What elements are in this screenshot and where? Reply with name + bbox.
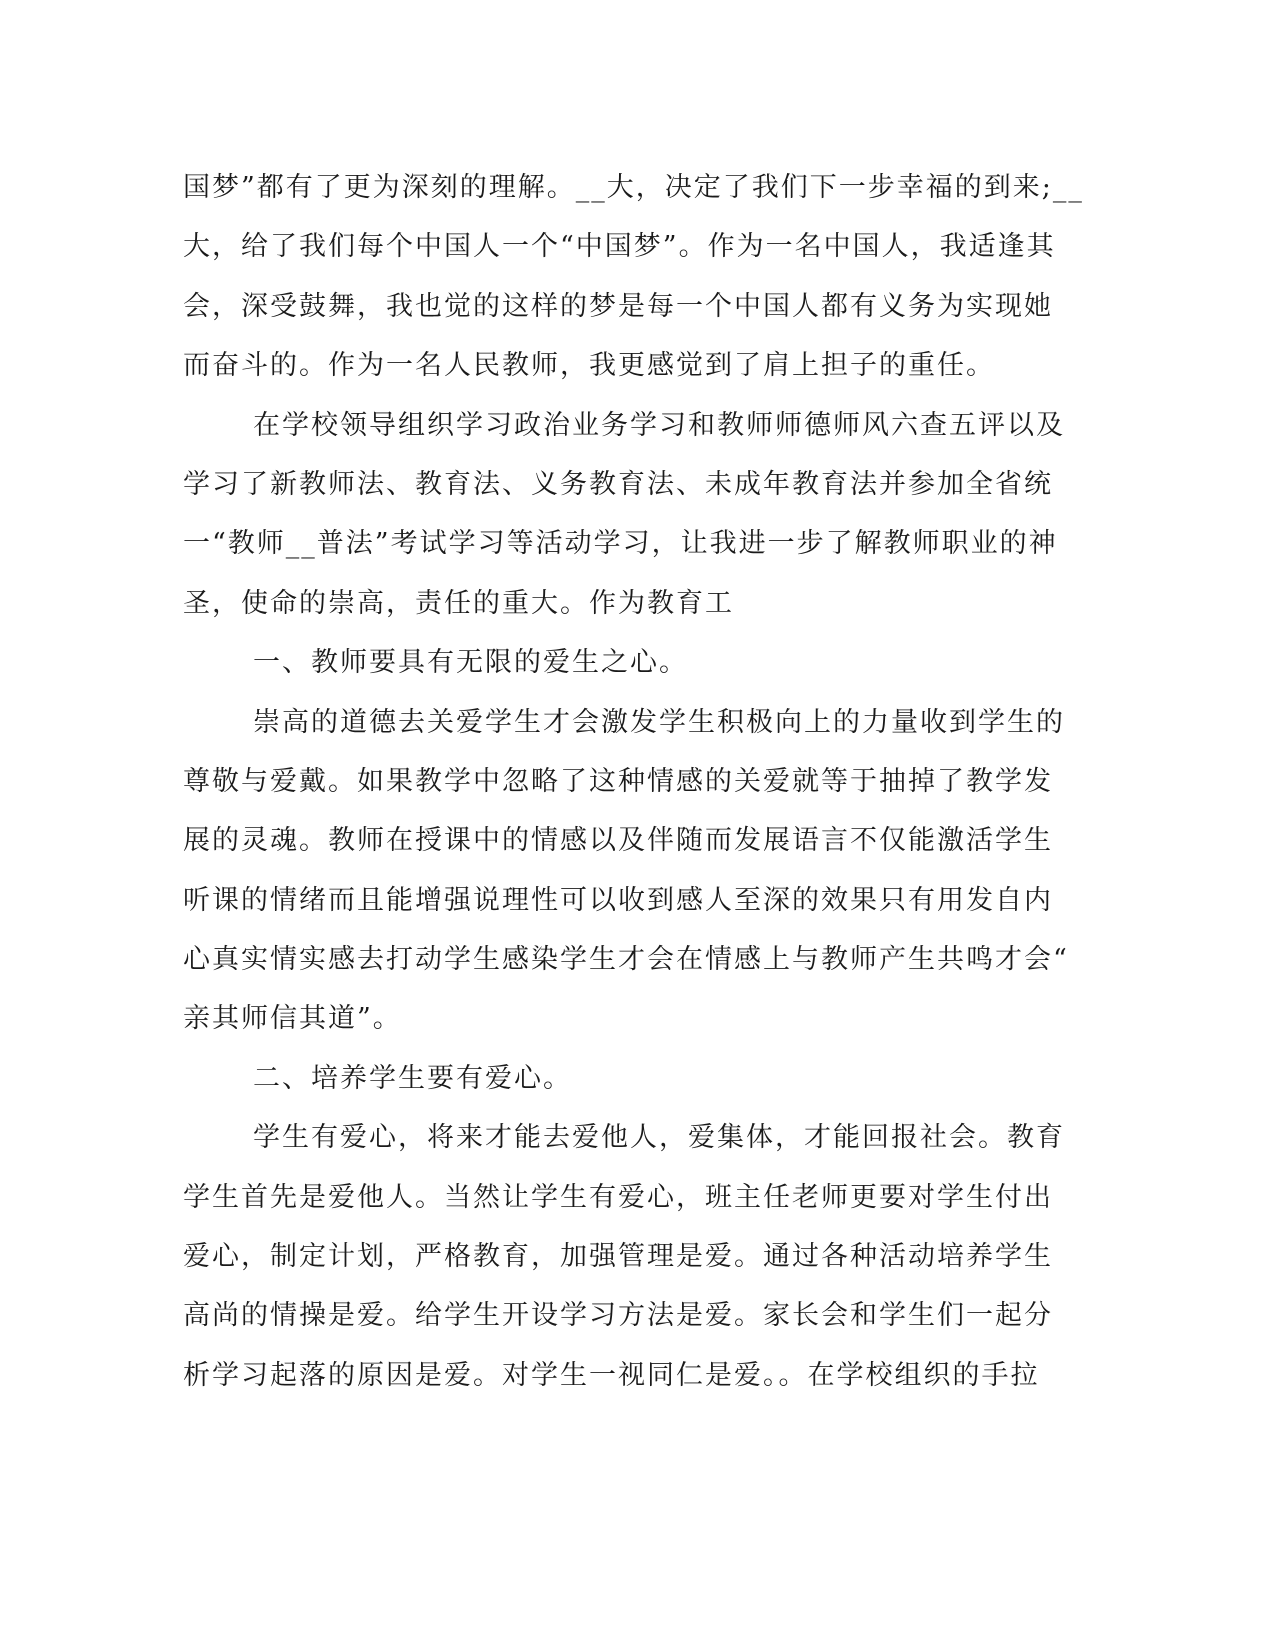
text-line: 尊敬与爱戴。如果教学中忽略了这种情感的关爱就等于抽掉了教学发 bbox=[183, 765, 1053, 797]
text-line: 听课的情绪而且能增强说理性可以收到感人至深的效果只有用发自内 bbox=[183, 884, 1053, 916]
text-line: 学习了新教师法、教育法、义务教育法、未成年教育法并参加全省统 bbox=[183, 468, 1053, 500]
document-body bbox=[183, 158, 1084, 1405]
text-line: 一“教师__普法”考试学习等活动学习，让我进一步了解教师职业的神 bbox=[183, 528, 1058, 560]
section-heading: 二、培养学生要有爱心。 bbox=[253, 1062, 572, 1094]
text-line: 爱心，制定计划，严格教育，加强管理是爱。通过各种活动培养学生 bbox=[183, 1241, 1053, 1273]
text-line: 展的灵魂。教师在授课中的情感以及伴随而发展语言不仅能激活学生 bbox=[183, 825, 1053, 857]
text-line: 析学习起落的原因是爱。对学生一视同仁是爱。。在学校组织的手拉 bbox=[183, 1359, 1040, 1391]
text-line: 高尚的情操是爱。给学生开设学习方法是爱。家长会和学生们一起分 bbox=[183, 1300, 1053, 1332]
text-line: 大，给了我们每个中国人一个“中国梦”。作为一名中国人，我适逢其 bbox=[183, 231, 1056, 263]
text-line: 亲其师信其道”。 bbox=[183, 1003, 402, 1035]
text-line: 心真实情实感去打动学生感染学生才会在情感上与教师产生共鸣才会“ bbox=[183, 944, 1069, 976]
text-line: 会，深受鼓舞，我也觉的这样的梦是每一个中国人都有义务为实现她 bbox=[183, 290, 1053, 322]
paragraph-first-line: 学生有爱心，将来才能去爱他人，爱集体，才能回报社会。教育 bbox=[253, 1122, 1065, 1154]
text-line: 圣，使命的崇高，责任的重大。作为教育工 bbox=[183, 587, 734, 619]
text-line: 而奋斗的。作为一名人民教师，我更感觉到了肩上担子的重任。 bbox=[183, 350, 995, 382]
text-line: 国梦”都有了更为深刻的理解。__大，决定了我们下一步幸福的到来;__ bbox=[183, 172, 1084, 203]
paragraph-first-line: 崇高的道德去关爱学生才会激发学生积极向上的力量收到学生的 bbox=[253, 706, 1065, 738]
section-heading: 一、教师要具有无限的爱生之心。 bbox=[253, 647, 688, 679]
text-line: 学生首先是爱他人。当然让学生有爱心，班主任老师更要对学生付出 bbox=[183, 1181, 1053, 1213]
paragraph-first-line: 在学校领导组织学习政治业务学习和教师师德师风六查五评以及 bbox=[253, 409, 1065, 441]
